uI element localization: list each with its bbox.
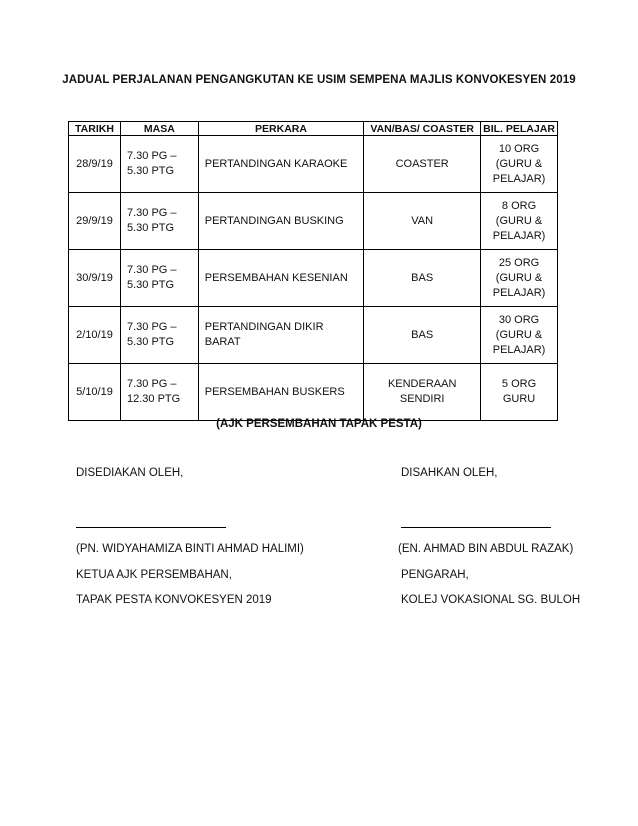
left-sig-position: KETUA AJK PERSEMBAHAN, xyxy=(76,569,232,581)
cell-pelajar xyxy=(481,193,558,250)
document-title: JADUAL PERJALANAN PENGANGKUTAN KE USIM SEMPENA MAJLIS KONVOKESYEN 2019 xyxy=(62,74,576,86)
table-row xyxy=(69,136,558,193)
left-sig-name: (PN. WIDYAHAMIZA BINTI AHMAD HALIMI) xyxy=(76,543,304,555)
cell-pelajar xyxy=(481,307,558,364)
pelajar-note-1: (GURU & xyxy=(495,214,543,227)
header-kenderaan: VAN/BAS/ COASTER xyxy=(364,122,481,136)
cell-masa xyxy=(120,307,198,364)
header-masa: MASA xyxy=(120,122,198,136)
cell-perkara: PERTANDINGAN DIKIR BARAT xyxy=(198,307,364,364)
masa-start: 7.30 PG – xyxy=(126,321,177,333)
cell-kenderaan: BAS xyxy=(364,250,481,307)
right-sig-position: PENGARAH, xyxy=(401,569,469,581)
cell-tarikh: 28/9/19 xyxy=(69,136,121,193)
cell-perkara: PERSEMBAHAN BUSKERS xyxy=(198,364,364,421)
cell-perkara: PERSEMBAHAN KESENIAN xyxy=(198,250,364,307)
right-sig-name: (EN. AHMAD BIN ABDUL RAZAK) xyxy=(398,543,574,555)
pelajar-count: 10 ORG xyxy=(498,142,540,155)
masa-start: 7.30 PG – xyxy=(126,264,177,276)
cell-kenderaan: COASTER xyxy=(364,136,481,193)
cell-masa xyxy=(120,193,198,250)
pelajar-note-1: (GURU & xyxy=(495,271,543,284)
right-sig-org: KOLEJ VOKASIONAL SG. BULOH xyxy=(401,594,581,606)
pelajar-note-1: (GURU & xyxy=(495,328,543,341)
left-signature-line xyxy=(76,527,226,528)
right-signature-line xyxy=(401,527,551,528)
cell-perkara: PERTANDINGAN KARAOKE xyxy=(198,136,364,193)
table-row xyxy=(69,250,558,307)
masa-end: 5.30 PTG xyxy=(126,222,175,234)
pelajar-note-2: PELAJAR) xyxy=(492,286,546,299)
cell-tarikh: 30/9/19 xyxy=(69,250,121,307)
pelajar-count: 25 ORG xyxy=(498,256,540,269)
header-tarikh: TARIKH xyxy=(69,122,121,136)
cell-tarikh: 29/9/19 xyxy=(69,193,121,250)
pelajar-count: 8 ORG xyxy=(501,199,537,212)
table-row xyxy=(69,364,558,421)
cell-pelajar xyxy=(481,250,558,307)
header-bil-pelajar: BIL. PELAJAR xyxy=(481,122,558,136)
masa-start: 7.30 PG – xyxy=(126,150,177,162)
cell-pelajar xyxy=(481,136,558,193)
cell-kenderaan: KENDERAAN SENDIRI xyxy=(364,364,481,421)
table-row xyxy=(69,193,558,250)
pelajar-note-1: (GURU & xyxy=(495,157,543,170)
left-sig-heading: DISEDIAKAN OLEH, xyxy=(76,467,184,479)
cell-pelajar xyxy=(481,364,558,421)
cell-masa xyxy=(120,136,198,193)
pelajar-count: 30 ORG xyxy=(498,313,540,326)
table-header-row xyxy=(69,122,558,136)
cell-tarikh: 5/10/19 xyxy=(69,364,121,421)
masa-start: 7.30 PG – xyxy=(126,378,177,390)
cell-kenderaan: VAN xyxy=(364,193,481,250)
right-sig-heading: DISAHKAN OLEH, xyxy=(401,467,498,479)
cell-masa xyxy=(120,250,198,307)
table-row xyxy=(69,307,558,364)
masa-end: 5.30 PTG xyxy=(126,279,175,291)
schedule-table xyxy=(68,121,558,421)
committee-label: (AJK PERSEMBAHAN TAPAK PESTA) xyxy=(216,418,422,430)
cell-perkara: PERTANDINGAN BUSKING xyxy=(198,193,364,250)
cell-masa xyxy=(120,364,198,421)
cell-kenderaan: BAS xyxy=(364,307,481,364)
masa-end: 12.30 PTG xyxy=(126,393,181,405)
header-perkara: PERKARA xyxy=(198,122,364,136)
pelajar-note-2: PELAJAR) xyxy=(492,172,546,185)
pelajar-note-2: PELAJAR) xyxy=(492,343,546,356)
pelajar-note-2: PELAJAR) xyxy=(492,229,546,242)
masa-end: 5.30 PTG xyxy=(126,165,175,177)
left-sig-org: TAPAK PESTA KONVOKESYEN 2019 xyxy=(76,594,272,606)
masa-end: 5.30 PTG xyxy=(126,336,175,348)
pelajar-count: 5 ORG GURU xyxy=(501,378,537,405)
cell-tarikh: 2/10/19 xyxy=(69,307,121,364)
masa-start: 7.30 PG – xyxy=(126,207,177,219)
